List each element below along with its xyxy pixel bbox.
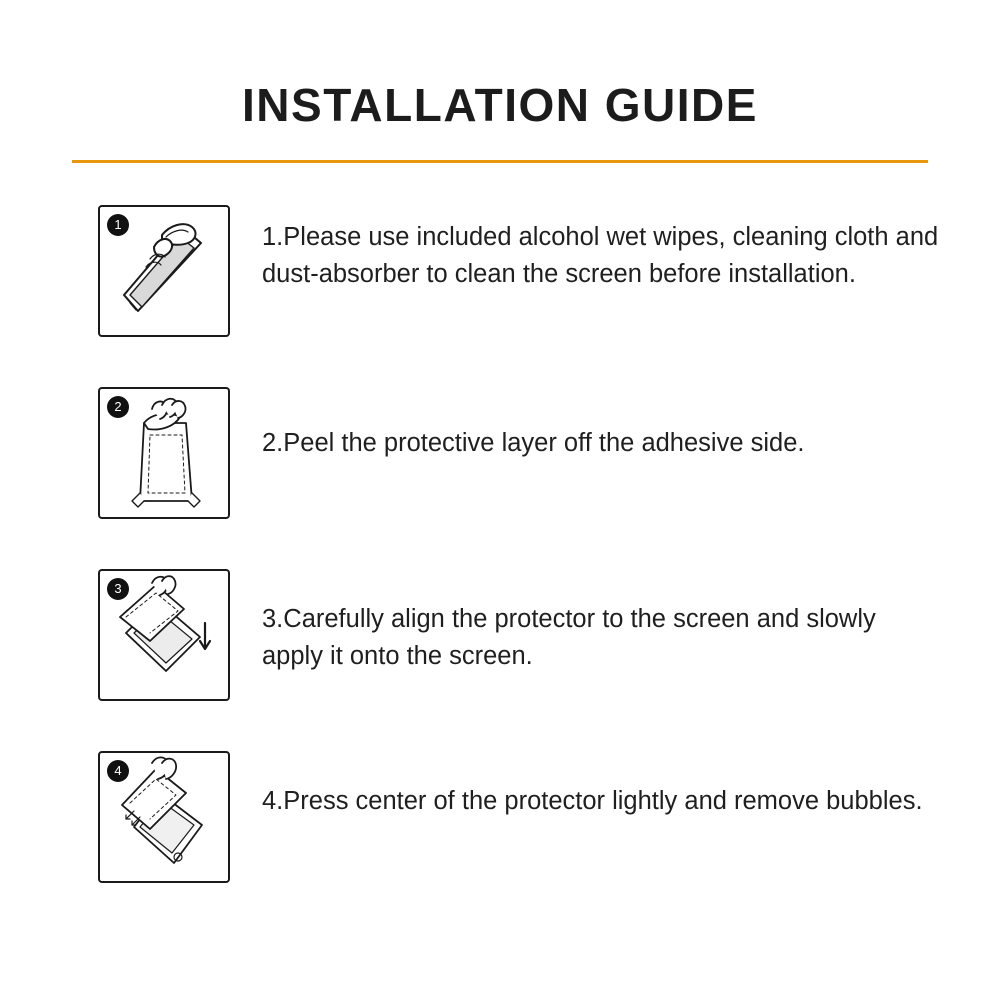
step-3-number: 3.: [262, 605, 284, 633]
list-item: [0, 205, 1000, 337]
list-item: [0, 387, 1000, 519]
step-3-body: Carefully align the protector to the screen and slowly apply it onto the screen.: [262, 605, 876, 670]
step-3-illustration: [98, 569, 230, 701]
step-1-text: [262, 205, 1000, 293]
list-item: [0, 569, 1000, 701]
step-2-text: [262, 387, 864, 462]
steps-list: [0, 205, 1000, 883]
step-2-badge: 2: [107, 396, 129, 418]
step-2-number: 2.: [262, 429, 284, 457]
step-1-illustration: [98, 205, 230, 337]
page-title: INSTALLATION GUIDE: [242, 79, 758, 131]
step-4-text: [262, 751, 983, 820]
step-4-badge: 4: [107, 760, 129, 782]
title-divider: [72, 160, 928, 163]
step-4-body: Press center of the protector lightly and remove bubbles.: [283, 787, 923, 815]
step-2-illustration: [98, 387, 230, 519]
step-3-text: [262, 569, 1000, 675]
step-2-body: Peel the protective layer off the adhesive side.: [283, 429, 805, 457]
list-item: [0, 751, 1000, 883]
step-3-badge: 3: [107, 578, 129, 600]
step-4-illustration: [98, 751, 230, 883]
step-4-number: 4.: [262, 787, 284, 815]
step-1-body: Please use included alcohol wet wipes, cleaning cloth and dust-absorber to clean the screen before installation.: [262, 223, 939, 288]
step-1-badge: 1: [107, 214, 129, 236]
step-1-number: 1.: [262, 223, 284, 251]
